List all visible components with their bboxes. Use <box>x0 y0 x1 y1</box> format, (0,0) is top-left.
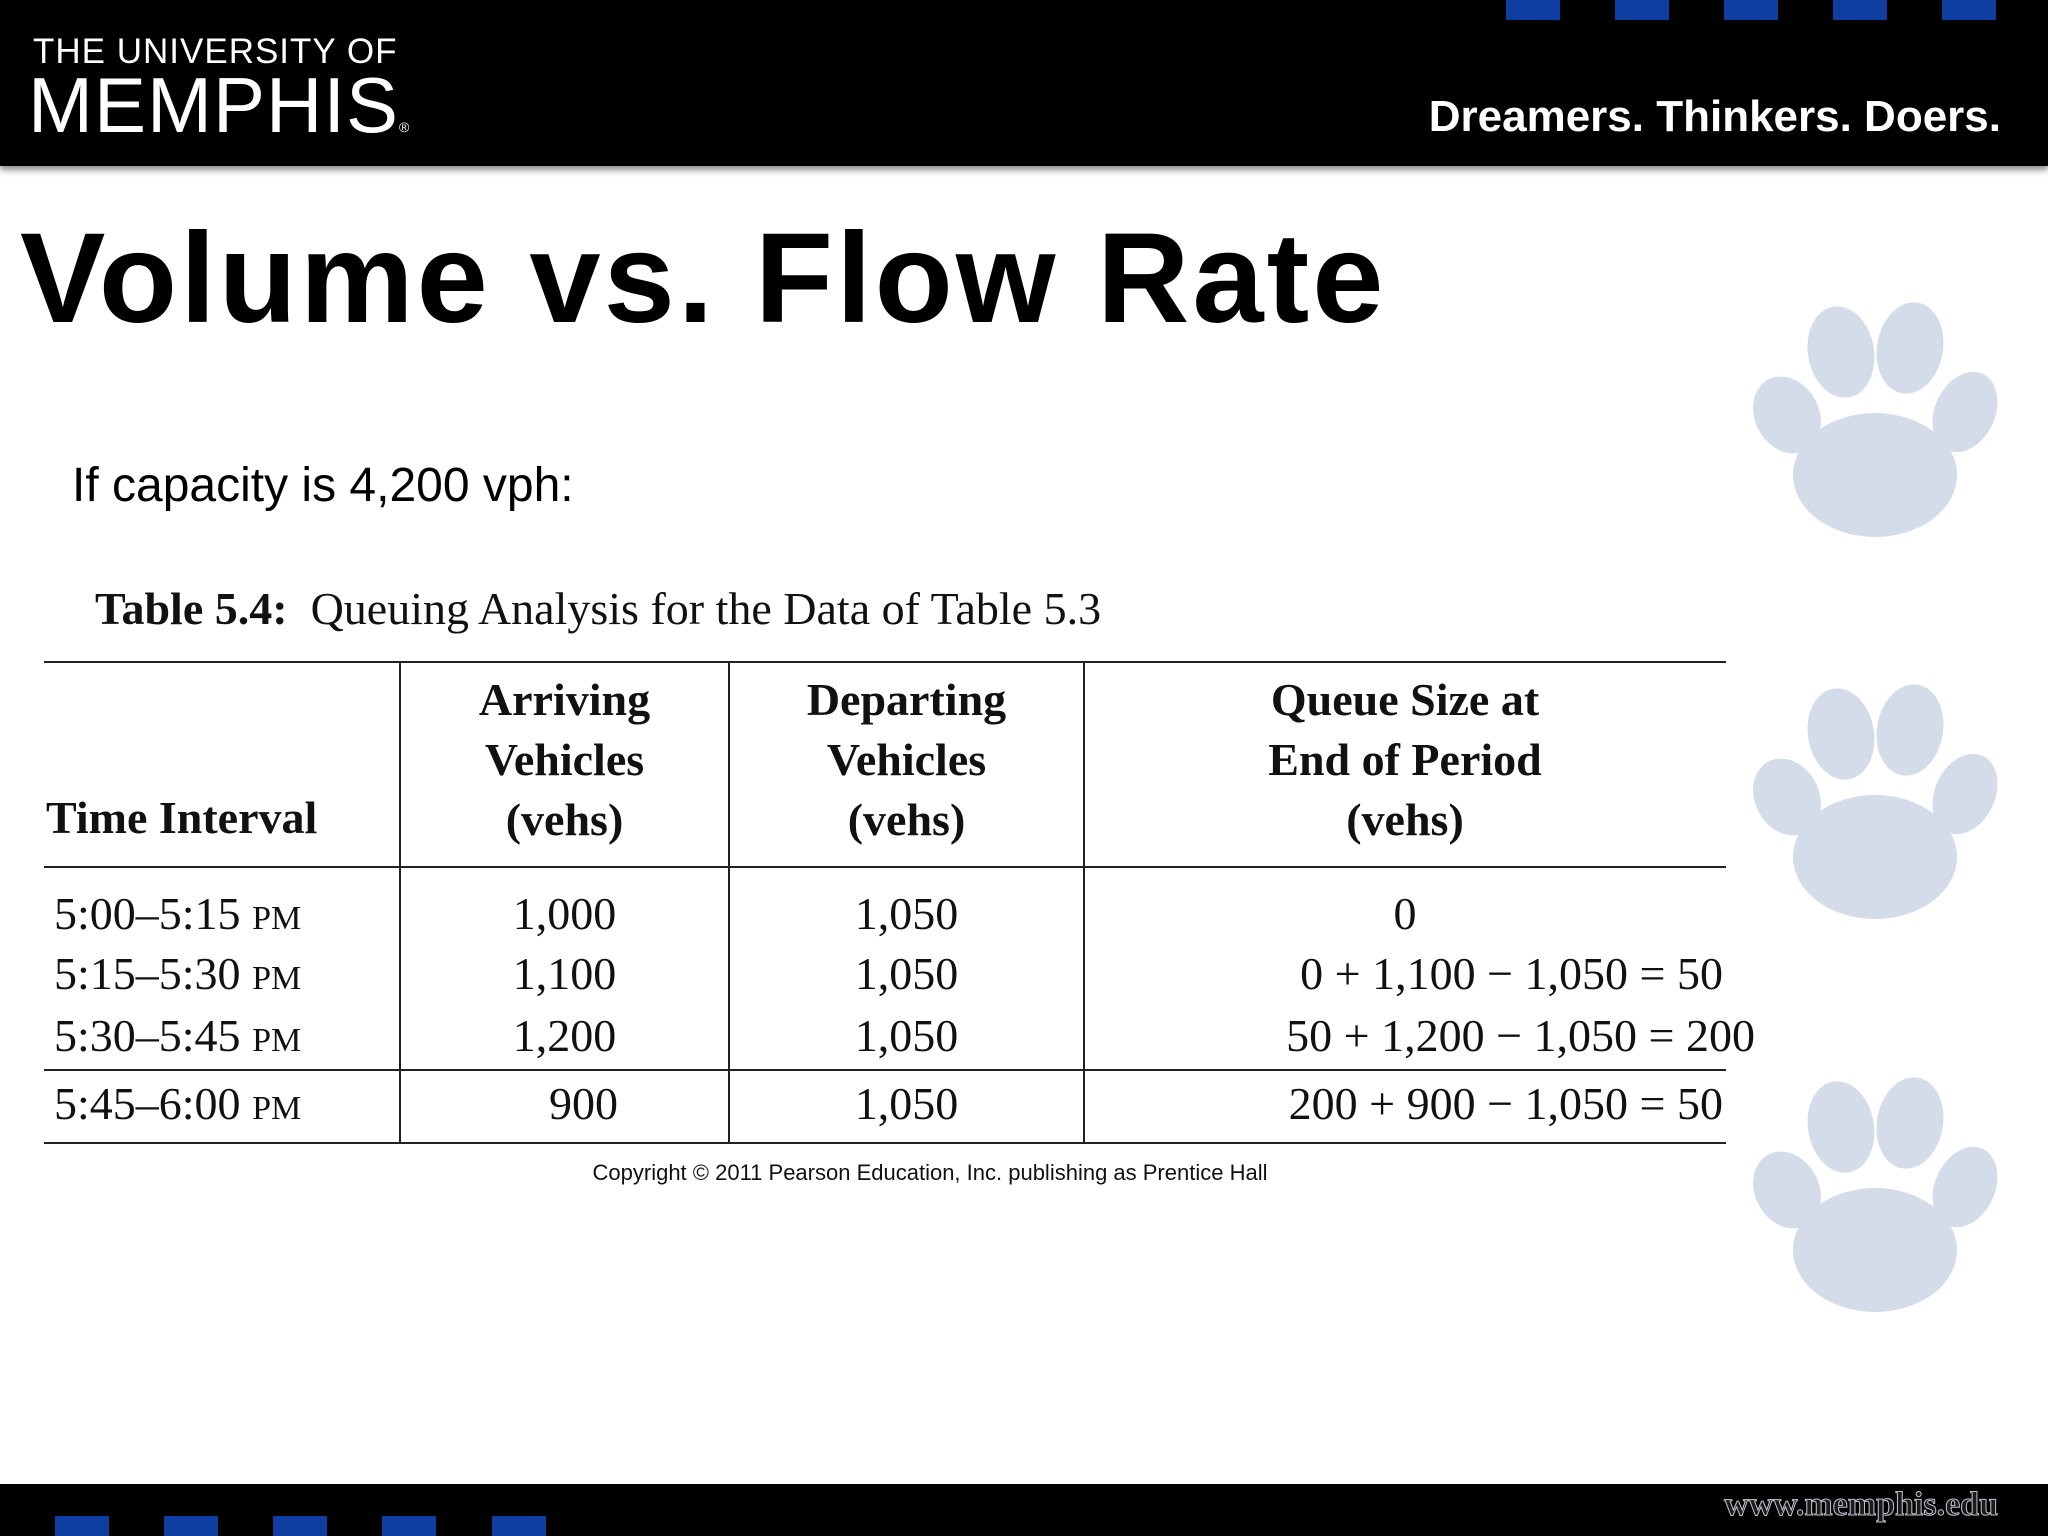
accent-square <box>164 1516 218 1536</box>
header-line: Departing <box>806 674 1007 725</box>
queuing-table <box>40 580 1755 1480</box>
period-text: PM <box>252 1022 302 1059</box>
accent-square <box>382 1516 436 1536</box>
cell-departing: 1,050 <box>854 948 959 999</box>
cell-departing: 1,050 <box>854 1010 959 1061</box>
column-header-queue-size <box>1085 670 1725 850</box>
interval-text: 5:15–5:30 <box>54 948 241 999</box>
accent-square <box>1615 0 1669 20</box>
table-caption-label: Table 5.4: <box>95 583 288 634</box>
cell-queue: 0 + 1,100 − 1,050 = 50 <box>1300 948 1723 999</box>
accent-square <box>55 1516 109 1536</box>
cell-interval <box>54 944 301 1009</box>
accent-square <box>1833 0 1887 20</box>
table-caption-text: Queuing Analysis for the Data of Table 5.3 <box>310 583 1102 634</box>
cell-interval <box>54 884 301 949</box>
column-header-time-interval <box>46 788 396 848</box>
cell-queue: 200 + 900 − 1,050 = 50 <box>1288 1078 1723 1129</box>
slide-title: Volume vs. Flow Rate <box>20 207 1387 350</box>
interval-text: 5:45–6:00 <box>54 1078 241 1129</box>
cell-arriving: 900 <box>549 1078 618 1129</box>
header-line: Vehicles <box>484 734 645 785</box>
cell-queue: 50 + 1,200 − 1,050 = 200 <box>1286 1010 1755 1061</box>
registered-mark: ® <box>399 119 410 135</box>
header-line: Vehicles <box>826 734 987 785</box>
university-logo <box>28 60 409 172</box>
header-line: Time Interval <box>46 792 318 843</box>
header-line: End of Period <box>1268 734 1542 785</box>
slide-subtitle: If capacity is 4,200 vph: <box>72 459 574 512</box>
accent-square <box>1506 0 1560 20</box>
paw-print-icon <box>1745 672 2005 932</box>
cell-interval <box>54 1006 301 1071</box>
accent-square <box>492 1516 546 1536</box>
header-bar <box>0 0 2048 166</box>
tagline: Dreamers. Thinkers. Doers. <box>1428 92 2001 141</box>
table-caption <box>95 582 1101 635</box>
cell-arriving: 1,000 <box>512 888 617 939</box>
period-text: PM <box>252 960 302 997</box>
paw-print-icon <box>1745 290 2005 550</box>
table-rule <box>44 661 1726 663</box>
paw-print-icon <box>1745 1065 2005 1325</box>
header-line: Queue Size at <box>1270 674 1540 725</box>
cell-departing: 1,050 <box>854 888 959 939</box>
cell-queue: 0 <box>1393 888 1417 939</box>
header-line: (vehs) <box>847 794 966 845</box>
logo-main-text: MEMPHIS <box>28 61 400 149</box>
cell-interval <box>54 1074 301 1139</box>
table-rule <box>44 1142 1726 1144</box>
table-rule <box>44 866 1726 868</box>
accent-square <box>1942 0 1996 20</box>
footer-bar <box>0 1484 2048 1536</box>
interval-text: 5:30–5:45 <box>54 1010 241 1061</box>
period-text: PM <box>252 900 302 937</box>
column-header-departing <box>730 670 1083 850</box>
header-line: (vehs) <box>1346 794 1464 845</box>
cell-departing: 1,050 <box>854 1078 959 1129</box>
column-header-arriving <box>401 670 728 850</box>
cell-arriving: 1,200 <box>512 1010 617 1061</box>
copyright-notice: Copyright © 2011 Pearson Education, Inc. publishing as Prentice Hall <box>592 1160 1268 1185</box>
accent-square <box>273 1516 327 1536</box>
logo-top-text: THE UNIVERSITY OF <box>33 32 398 71</box>
period-text: PM <box>252 1090 302 1127</box>
header-line: (vehs) <box>505 794 624 845</box>
header-line: Arriving <box>478 674 651 725</box>
interval-text: 5:00–5:15 <box>54 888 241 939</box>
cell-arriving: 1,100 <box>512 948 617 999</box>
accent-square <box>1724 0 1778 20</box>
footer-url: www.memphis.edu <box>1724 1486 1998 1523</box>
